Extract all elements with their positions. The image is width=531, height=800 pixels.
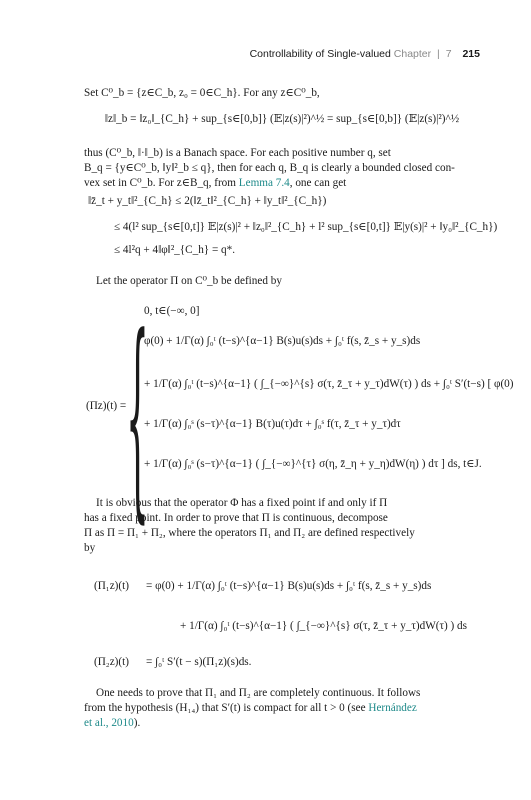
closing-line-3-tail: ). bbox=[133, 717, 141, 729]
chapter-number: 7 bbox=[445, 48, 452, 60]
fixed-point-line-4: by bbox=[84, 542, 96, 554]
page-number: 215 bbox=[462, 48, 480, 60]
banach-line-2: B_q = {y∈C⁰_b, ‖y‖²_b ≤ q}, then for each q, B_q is clearly a bounded closed con- bbox=[84, 162, 455, 174]
banach-line-3 bbox=[84, 176, 480, 191]
fixed-point-line-3: Π as Π = Π₁ + Π₂, where the operators Π₁ and Π₂ are defined respectively bbox=[84, 527, 415, 539]
operator-intro: Let the operator Π on C⁰_b be defined by bbox=[96, 275, 282, 287]
case-integral-1: φ(0) + 1/Γ(α) ∫₀ᵗ (t−s)^{α−1} B(s)u(s)ds + ∫₀ᵗ f(s, z̄_s + y_s)ds bbox=[144, 335, 421, 347]
banach-line-1: thus (C⁰_b, ‖·‖_b) is a Banach space. For each positive number q, set bbox=[84, 147, 391, 159]
hernandez-year-link[interactable]: et al., 2010 bbox=[84, 717, 134, 729]
pi1-rhs-continued: + 1/Γ(α) ∫₀ᵗ (t−s)^{α−1} ( ∫_{−∞}^{s} σ(τ, z̄_τ + y_τ)dW(τ) ) ds bbox=[180, 620, 467, 632]
norm-equation: ‖z‖_b = ‖z₀‖_{C_h} + sup_{s∈[0,b]} (𝔼|z(s)|²)^½ = sup_{s∈[0,b]} (𝔼|z(s)|²)^½ bbox=[104, 113, 460, 125]
case-zero: 0, t∈(−∞, 0] bbox=[144, 305, 200, 317]
banach-paragraph bbox=[84, 146, 480, 191]
pi1-lhs: (Π₁z)(t) bbox=[94, 580, 129, 592]
pi2-lhs: (Π₂z)(t) bbox=[94, 656, 129, 668]
closing-paragraph bbox=[84, 686, 480, 731]
banach-line-3-text: vex set in C⁰_b. For z∈B_q, from bbox=[84, 177, 236, 189]
operator-lhs: (Πz)(t) = bbox=[86, 400, 127, 412]
set-definition-line: Set C⁰_b = {z∈C_b, z₀ = 0∈C_h}. For any z∈C⁰_b, bbox=[84, 87, 320, 99]
chapter-label: Chapter bbox=[393, 48, 432, 60]
case-integral-3: + 1/Γ(α) ∫₀ˢ (s−τ)^{α−1} B(τ)u(τ)dτ + ∫₀ˢ f(τ, z̄_τ + y_τ)dτ bbox=[144, 418, 401, 430]
inequality-2: ≤ 4(l² sup_{s∈[0,t]} 𝔼|z(s)|² + ‖z₀‖²_{C_h} + l² sup_{s∈[0,t]} 𝔼|y(s)|² + ‖y₀‖²_{C_h}) bbox=[114, 221, 498, 233]
pi1-rhs: = φ(0) + 1/Γ(α) ∫₀ᵗ (t−s)^{α−1} B(s)u(s)ds + ∫₀ᵗ f(s, z̄_s + y_s)ds bbox=[146, 580, 432, 592]
closing-line-2-text: from the hypothesis (H₁₄) that S′(t) is compact for all t > 0 (see bbox=[84, 702, 366, 714]
fixed-point-line-2: has a fixed point. In order to prove that Π is continuous, decompose bbox=[84, 512, 388, 524]
case-integral-4: + 1/Γ(α) ∫₀ˢ (s−τ)^{α−1} ( ∫_{−∞}^{τ} σ(η, z̄_η + y_η)dW(η) ) dτ ] ds, t∈J. bbox=[144, 458, 482, 470]
header-separator: | bbox=[437, 48, 440, 60]
fixed-point-paragraph bbox=[84, 496, 480, 556]
running-title: Controllability of Single-valued bbox=[249, 48, 391, 60]
inequality-3: ≤ 4l²q + 4‖φ‖²_{C_h} = q*. bbox=[114, 244, 236, 256]
closing-line-1: One needs to prove that Π₁ and Π₂ are completely continuous. It follows bbox=[96, 687, 421, 699]
closing-line-2 bbox=[84, 701, 480, 716]
running-header bbox=[84, 48, 480, 64]
lemma-link[interactable]: Lemma 7.4 bbox=[238, 177, 290, 189]
hernandez-link[interactable]: Hernández bbox=[368, 702, 417, 714]
left-brace-symbol: { bbox=[126, 296, 149, 545]
pi2-rhs: = ∫₀ᵗ S′(t − s)(Π₁z)(s)ds. bbox=[146, 656, 252, 668]
closing-line-3 bbox=[84, 716, 480, 731]
banach-line-3-tail: , one can get bbox=[289, 177, 347, 189]
fixed-point-line-1: It is obvious that the operator Φ has a fixed point if and only if Π bbox=[96, 497, 388, 509]
case-integral-2: + 1/Γ(α) ∫₀ᵗ (t−s)^{α−1} ( ∫_{−∞}^{s} σ(τ, z̄_τ + y_τ)dW(τ) ) ds + ∫₀ᵗ S′(t−s) [ φ(0) bbox=[144, 378, 514, 390]
inequality-1: ‖z̄_t + y_t‖²_{C_h} ≤ 2(‖z̄_t‖²_{C_h} + ‖y_t‖²_{C_h}) bbox=[88, 195, 327, 207]
